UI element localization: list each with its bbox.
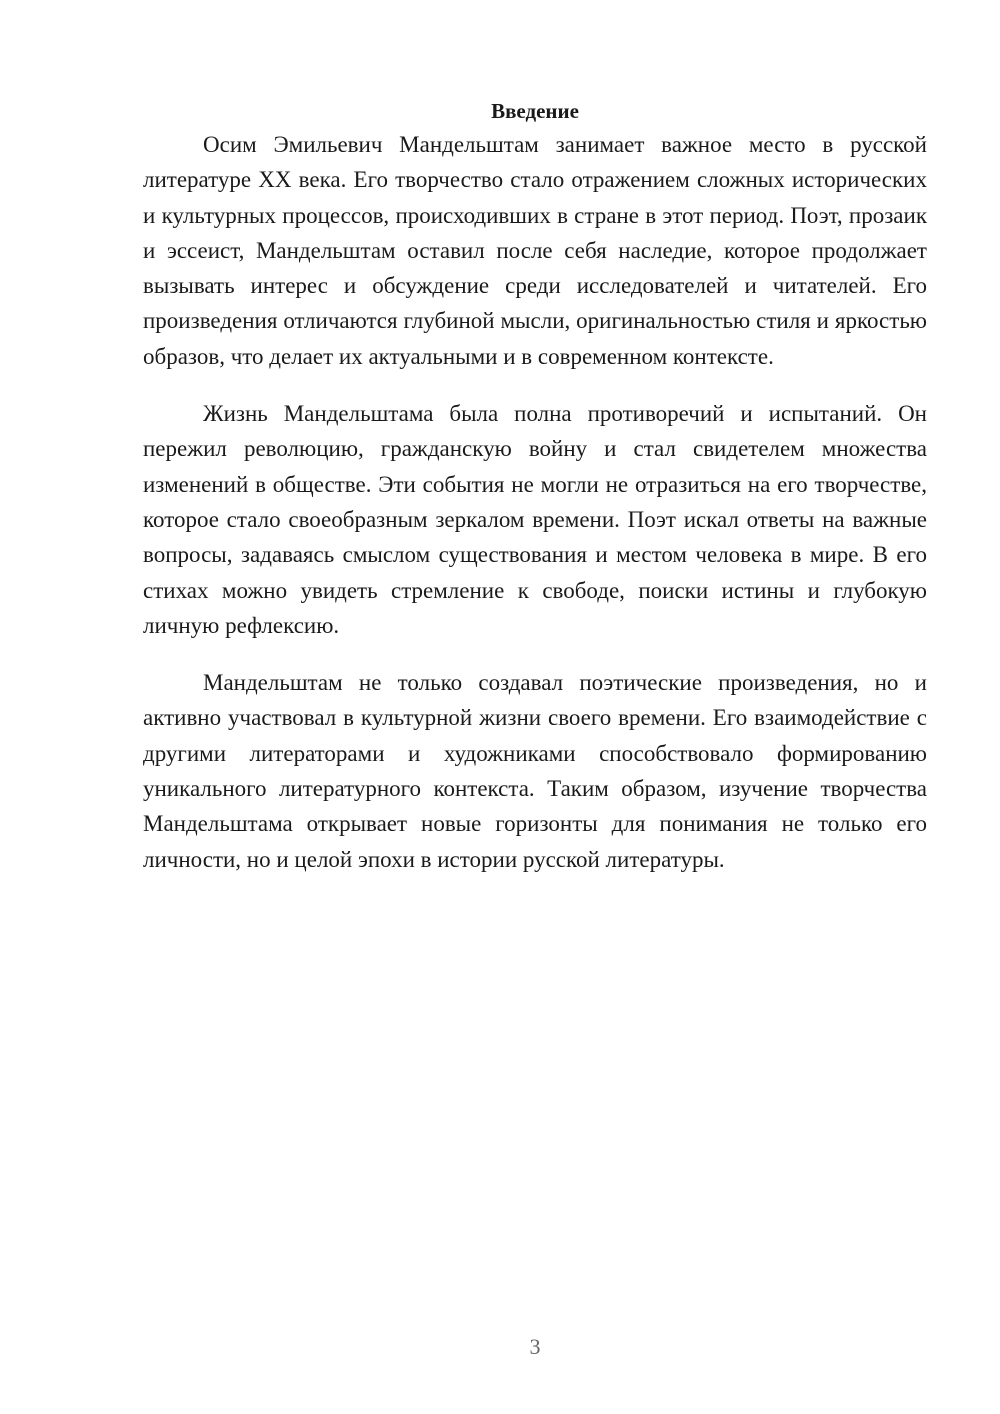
section-heading: Введение — [491, 99, 579, 123]
paragraph-2: Жизнь Мандельштама была полна противоречий и испытаний. Он пережил революцию, гражданскую войну и стал свидетелем множества изменений в обществе. Эти события не могли не отразиться на его творчестве, которое стало своеобразным зеркалом времени. Поэт искал ответы на важные вопросы, задаваясь смыслом существования и местом человека в мире. В его стихах можно увидеть стремление к свободе, поиски истины и глубокую личную рефлексию. — [143, 401, 927, 638]
paragraph-1: Осим Эмильевич Мандельштам занимает важное место в русской литературе XX века. Его творчество стало отражением сложных исторических и культурных процессов, происходивших в стране в этот период. Поэт, прозаик и эссеист, Мандельштам оставил после себя наследие, которое продолжает вызывать интерес и обсуждение среди исследователей и читателей. Его произведения отличаются глубиной мысли, оригинальностью стиля и яркостью образов, что делает их актуальными и в современном контексте. — [143, 132, 927, 369]
paragraph-3: Мандельштам не только создавал поэтические произведения, но и активно участвовал в культурной жизни своего времени. Его взаимодействие с другими литераторами и художниками способствовало формированию уникального литературного контекста. Таким образом, изучение творчества Мандельштама открывает новые горизонты для понимания не только его личности, но и целой эпохи в истории русской литературы. — [143, 670, 927, 872]
page-number: 3 — [529, 1334, 541, 1359]
page-content — [143, 95, 927, 877]
